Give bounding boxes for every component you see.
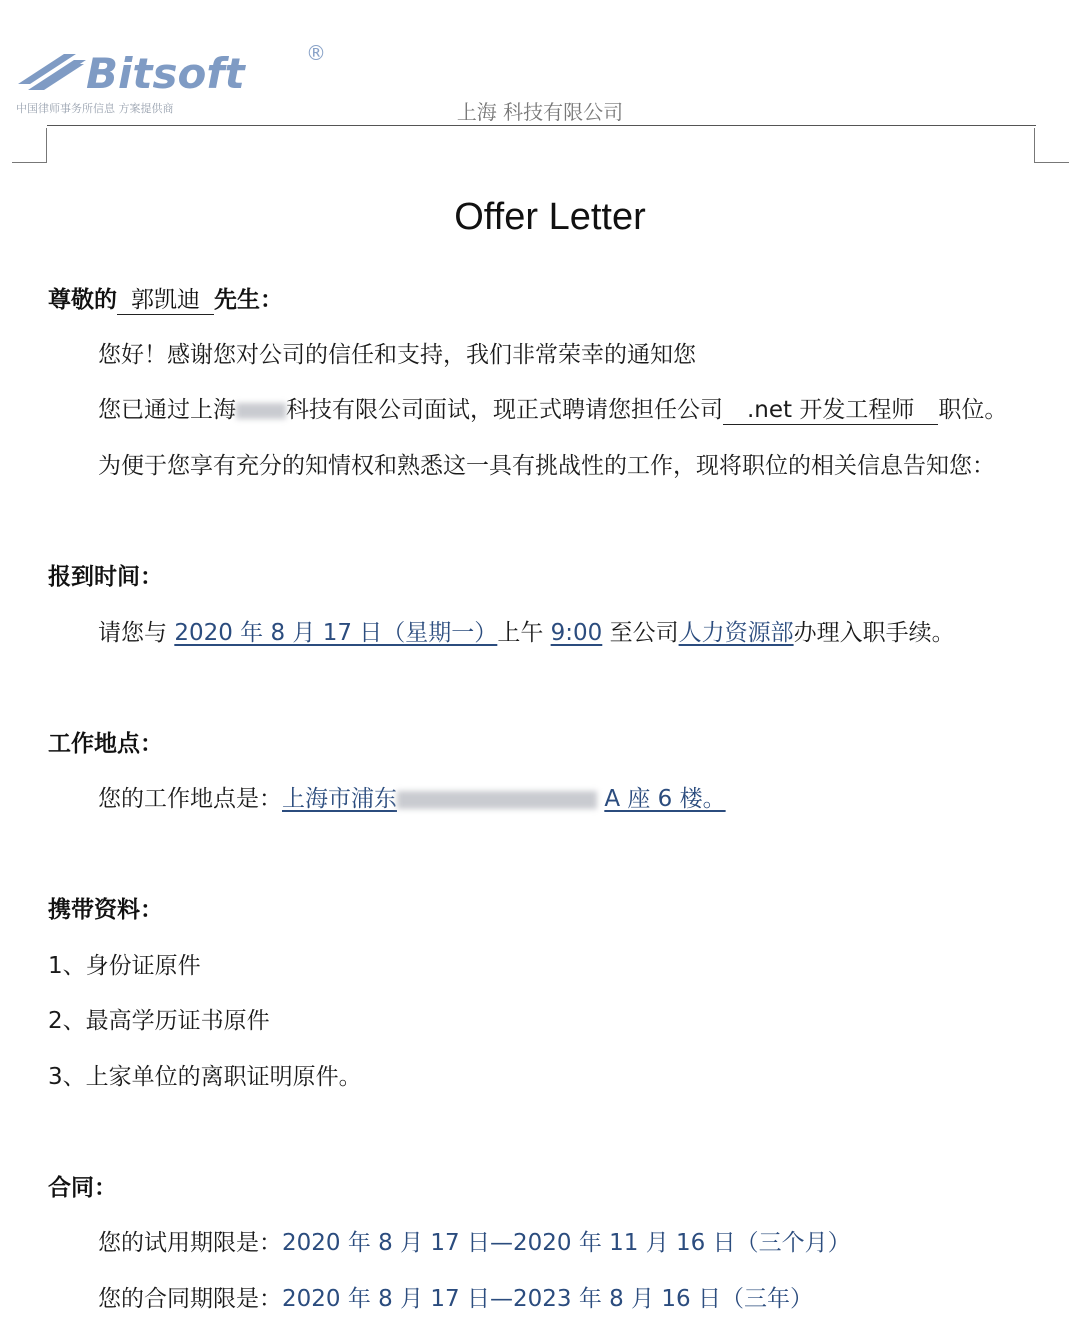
page-title: Offer Letter — [454, 196, 646, 238]
materials-item-3: 3、上家单位的离职证明原件。 — [48, 1064, 362, 1090]
position-name: .net 开发工程师 — [723, 391, 938, 425]
materials-item-2: 2、最高学历证书原件 — [48, 1008, 270, 1034]
contract-term-value: 2020 年 8 月 17 日—2023 年 8 月 16 日（三年） — [282, 1286, 813, 1312]
location-address-start: 上海市浦东 — [282, 786, 397, 812]
contract-term-label: 您的合同期限是： — [98, 1286, 282, 1312]
contract-heading: 合同： — [48, 1175, 117, 1201]
header-divider — [47, 125, 1036, 126]
report-time: 9:00 — [550, 620, 603, 646]
intro-line-2-c: 职位。 — [938, 397, 1008, 423]
report-text-d: 办理入职手续。 — [793, 620, 955, 646]
recipient-name: 郭凯迪 — [117, 281, 214, 315]
materials-item-1: 1、身份证原件 — [48, 953, 201, 979]
location-label: 您的工作地点是： — [98, 786, 282, 812]
location-heading: 工作地点： — [48, 731, 163, 757]
probation-label: 您的试用期限是： — [98, 1230, 282, 1256]
location-line — [98, 780, 726, 813]
greeting — [48, 281, 283, 315]
materials-heading: 携带资料： — [48, 897, 163, 923]
logo-tagline: 中国律师事务所信息 方案提供商 — [16, 102, 174, 115]
probation-value: 2020 年 8 月 17 日—2020 年 11 月 16 日（三个月） — [282, 1230, 851, 1256]
redacted-company — [236, 403, 286, 419]
intro-line-2-b: 科技有限公司面试，现正式聘请您担任公司 — [286, 397, 723, 423]
header-company-name: 上海 科技有限公司 — [456, 100, 624, 124]
report-text-a: 请您与 — [98, 620, 167, 646]
redacted-address — [397, 791, 597, 809]
report-line — [98, 614, 955, 647]
intro-line-3: 为便于您享有充分的知情权和熟悉这一具有挑战性的工作，现将职位的相关信息告知您： — [98, 453, 995, 479]
report-text-b: 上午 — [497, 620, 544, 646]
contract-term-line — [98, 1280, 813, 1313]
margin-corner-right — [1034, 128, 1069, 163]
probation-line — [98, 1224, 851, 1257]
greeting-prefix: 尊敬的 — [48, 287, 117, 313]
registered-mark-icon: ® — [306, 41, 326, 65]
margin-corner-left — [12, 128, 47, 163]
report-department: 人力资源部 — [678, 620, 794, 646]
intro-line-2 — [98, 391, 1007, 425]
report-heading: 报到时间： — [48, 564, 163, 590]
intro-line-1: 您好！感谢您对公司的信任和支持，我们非常荣幸的通知您 — [98, 342, 696, 368]
report-date: 2020 年 8 月 17 日（星期一） — [174, 620, 498, 646]
report-text-c: 至公司 — [609, 620, 679, 646]
greeting-suffix: 先生： — [214, 287, 283, 313]
intro-line-2-a: 您已通过上海 — [98, 397, 236, 423]
logo-wordmark: Bitsoft — [86, 49, 245, 98]
location-address-end: A 座 6 楼。 — [604, 786, 726, 812]
